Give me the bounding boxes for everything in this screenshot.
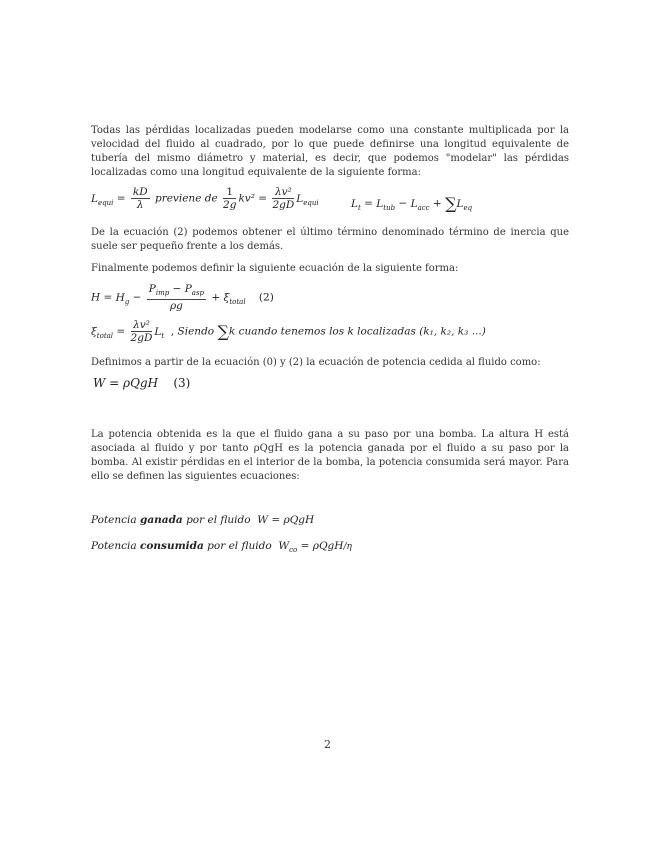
- label-consumida-suffix: por el fluido: [207, 540, 272, 552]
- label-ganada-word: ganada: [140, 514, 183, 526]
- label-potencia-ganada: Potencia: [91, 514, 137, 526]
- label-consumida-word: consumida: [140, 540, 204, 552]
- equation-power-gained: Potencia ganada por el fluido W = ρQgH: [91, 514, 315, 526]
- equation-total-length: $L_t = L_{tub} - L_{acc} + \sum L_{eq}$: [351, 194, 473, 213]
- equation-head: $H = H_g$ − $\frac{P_{imp} - P_{asp}}{\rho g}$ + $\xi_{total}$ (2): [91, 283, 274, 313]
- equation-total-losses: $\xi_{total}$ = $\frac{\text{λv²}}{2gD}$ $L_t$ , Siendo ∑k cuando tenemos los k localizadas (k₁, k₂, k₃ ...): [91, 319, 486, 344]
- paragraph-power-definition: Definimos a partir de la ecuación (0) y (2) la ecuación de potencia cedida al fluido como:: [91, 357, 541, 368]
- equation-power: W = ρQgH (3): [93, 376, 191, 390]
- paragraph-final-equation: Finalmente podemos definir la siguiente ecuación de la siguiente forma:: [91, 263, 459, 274]
- page-number: 2: [324, 738, 331, 751]
- label-ganada-suffix: por el fluido: [186, 514, 251, 526]
- label-potencia-consumida: Potencia: [91, 540, 137, 552]
- paragraph-losses-intro: Todas las pérdidas localizadas pueden modelarse como una constante multiplicada por la velocidad del fluido al cuadrado, por lo que puede definirse una longitud equivalente de tubería del mismo diámetro y material, es decir, que podemos "modelar" las pérdidas localizadas como una longitud equivalente de la siguiente forma:: [91, 125, 569, 178]
- equation-power-consumed: Potencia consumida por el fluido $W_{co} = \rho QgH/\eta$: [91, 540, 352, 555]
- paragraph-inertia-term: De la ecuación (2) podemos obtener el último término denominado término de inercia que suele ser pequeño frente a los demás.: [91, 227, 569, 252]
- equation-equivalent-length: $L_{equi}$ = $\frac{kD}{\lambda}$ previene de $\frac{1}{2g}$ kv² = $\frac{\text{λv²}}{2gD}$ $L_{equi}$: [91, 186, 319, 211]
- paragraph-pump-power: La potencia obtenida es la que el fluido gana a su paso por una bomba. La altura H está asociada al fluido y por tanto ρQgH es la potencia ganada por el fluido a su paso por la bomba. Al existir pérdidas en el interior de la bomba, la potencia consumida será mayor. Para ello se definen las siguientes ecuaciones:: [91, 429, 569, 482]
